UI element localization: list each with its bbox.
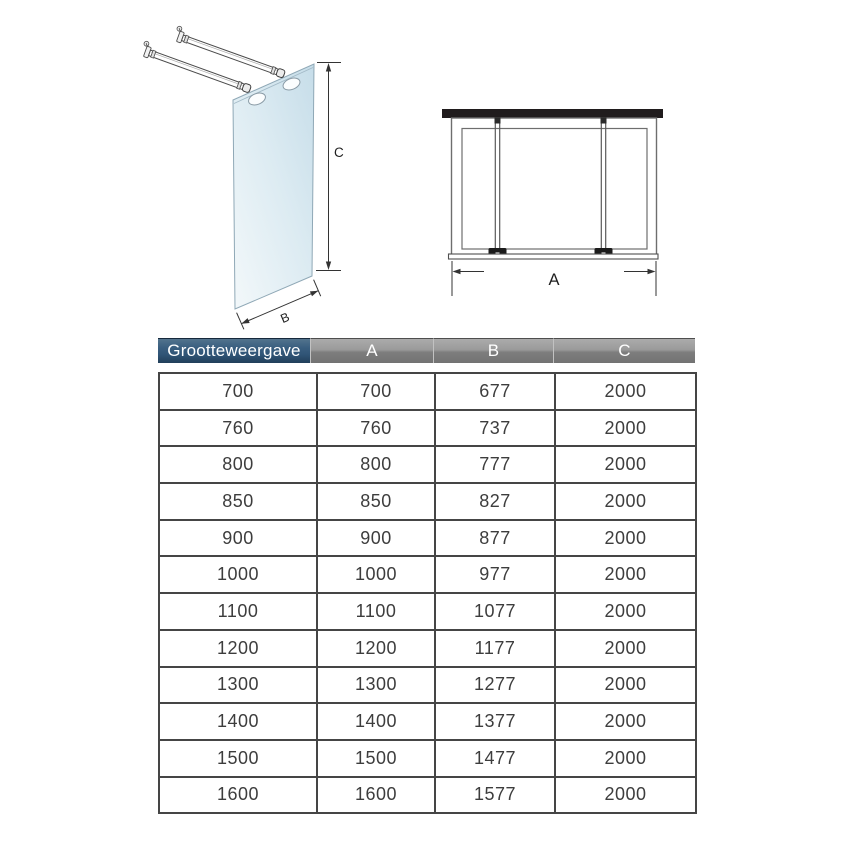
table-cell: 1500 [317,740,435,777]
table-cell: 800 [159,446,317,483]
table-cell: 737 [435,410,555,447]
dimension-a-label: A [548,271,560,289]
table-cell: 850 [159,483,317,520]
stabilizer-rod-left [489,118,507,257]
table-cell: 2000 [555,446,696,483]
front-view-diagram [442,109,663,296]
wall-profile-bar [442,109,663,118]
table-cell: 1300 [159,667,317,704]
table-row [159,777,696,814]
table-cell: 700 [159,373,317,410]
table-cell: 2000 [555,630,696,667]
size-table-header [158,338,695,363]
table-cell: 2000 [555,373,696,410]
table-cell: 700 [317,373,435,410]
table-row [159,483,696,520]
table-cell: 677 [435,373,555,410]
table-cell: 1000 [159,556,317,593]
table-cell: 2000 [555,483,696,520]
support-bar-rear [173,26,288,80]
table-cell: 2000 [555,667,696,704]
table-cell: 760 [159,410,317,447]
stabilizer-rod-right [595,118,613,257]
dimension-a [452,261,656,296]
table-cell: 1100 [317,593,435,630]
table-cell: 2000 [555,703,696,740]
header-cell-size-display: Grootteweergave [158,338,310,363]
support-bar-front [140,41,254,95]
glass-panel [233,64,314,309]
bottom-edge-profile [449,254,659,259]
dimension-c-label: C [334,145,344,160]
table-cell: 1100 [159,593,317,630]
table-cell: 1377 [435,703,555,740]
table-cell: 1200 [159,630,317,667]
table-cell: 1400 [159,703,317,740]
glass-outline-inner [462,129,647,250]
table-cell: 1177 [435,630,555,667]
header-cell-a: A [310,338,433,363]
table-cell: 1600 [159,777,317,814]
table-cell: 1577 [435,777,555,814]
table-row [159,667,696,704]
table-cell: 877 [435,520,555,557]
table-cell: 2000 [555,593,696,630]
table-cell: 777 [435,446,555,483]
table-cell: 1600 [317,777,435,814]
dimension-c [316,63,344,271]
size-table-body [159,373,696,813]
header-cell-b: B [433,338,553,363]
size-table [158,338,695,814]
table-cell: 800 [317,446,435,483]
dimension-b-label: B [278,309,292,327]
side-view-diagram [140,26,344,330]
glass-outline-outer [452,118,657,257]
table-row [159,703,696,740]
table-cell: 827 [435,483,555,520]
table-cell: 977 [435,556,555,593]
table-row [159,630,696,667]
table-row [159,373,696,410]
table-row [159,410,696,447]
table-cell: 2000 [555,777,696,814]
table-cell: 850 [317,483,435,520]
table-cell: 900 [159,520,317,557]
table-cell: 2000 [555,740,696,777]
table-cell: 1077 [435,593,555,630]
table-row [159,446,696,483]
table-cell: 2000 [555,556,696,593]
table-cell: 900 [317,520,435,557]
table-cell: 1500 [159,740,317,777]
table-cell: 2000 [555,520,696,557]
table-cell: 1300 [317,667,435,704]
header-cell-c: C [553,338,695,363]
size-table-grid [158,372,697,814]
table-cell: 760 [317,410,435,447]
table-row [159,556,696,593]
table-cell: 1200 [317,630,435,667]
table-row [159,593,696,630]
table-cell: 1477 [435,740,555,777]
table-cell: 1400 [317,703,435,740]
table-row [159,740,696,777]
table-cell: 1277 [435,667,555,704]
table-cell: 2000 [555,410,696,447]
table-row [159,520,696,557]
table-cell: 1000 [317,556,435,593]
